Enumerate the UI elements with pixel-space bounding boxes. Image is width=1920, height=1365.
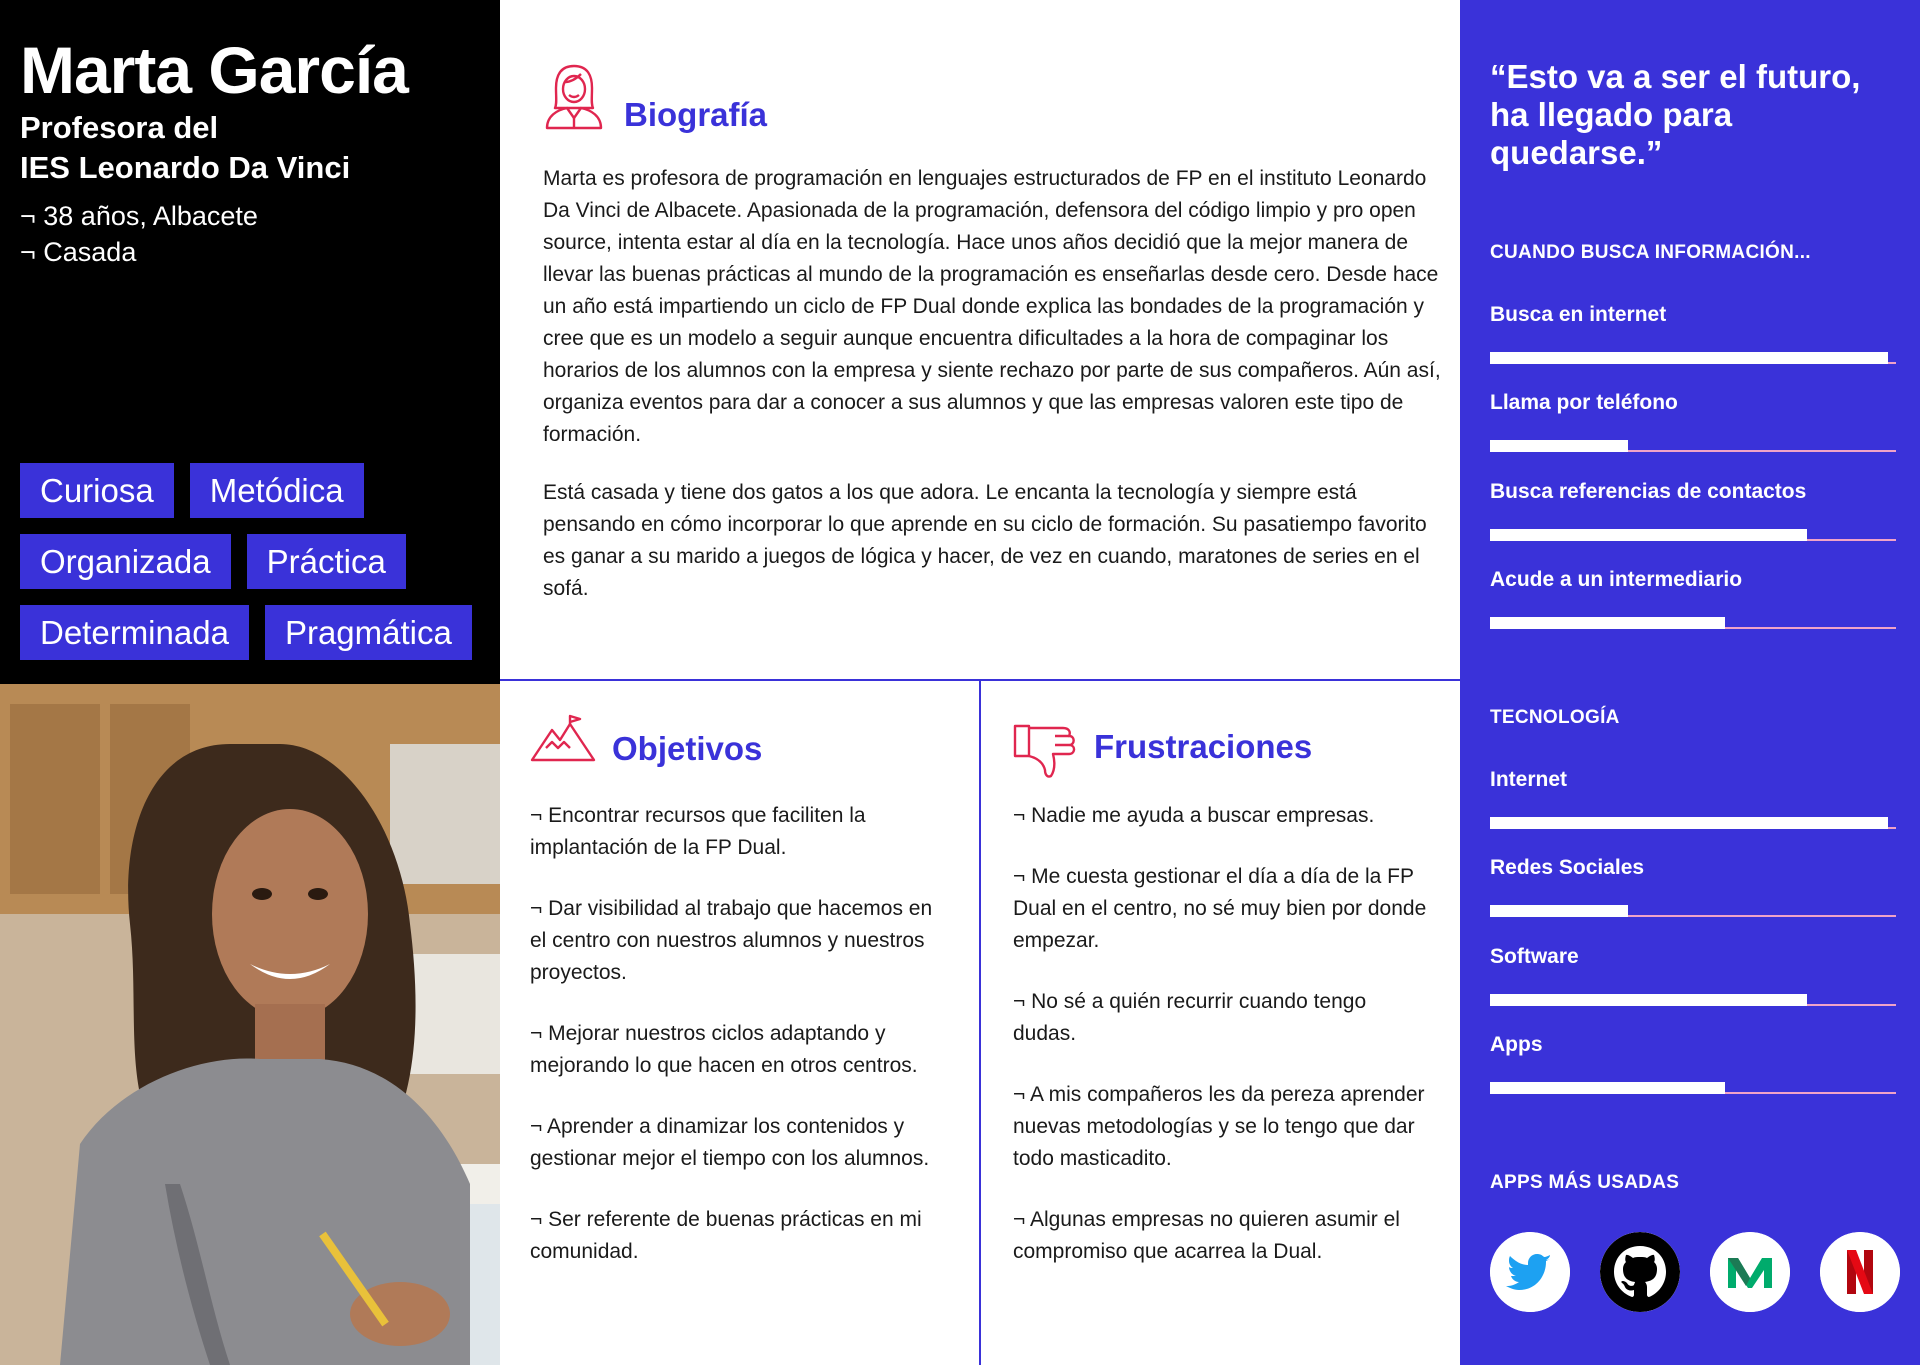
trait-row [20,534,490,589]
level-bar-fill [1490,352,1888,364]
trait-tag: Curiosa [20,463,174,518]
frustrations-list [1013,800,1433,1297]
apps-heading: APPS MÁS USADAS [1490,1172,1680,1193]
trait-tag: Pragmática [265,605,472,660]
technology-item [1490,855,1896,917]
biography-text [543,163,1443,631]
frustration-item: ¬ No sé a quién recurrir cuando tengo dudas. [1013,990,1367,1045]
persona-header [0,0,500,684]
info-search-item [1490,479,1896,541]
frustrations-title: Frustraciones [1094,728,1313,765]
trait-row [20,605,490,660]
frustration-item: ¬ A mis compañeros les da pereza aprender nuevas metodologías y se lo tengo que dar todo masticadito. [1013,1083,1425,1170]
objective-item: ¬ Dar visibilidad al trabajo que hacemos en el centro con nuestros alumnos y nuestros proyectos. [530,897,933,984]
thumbs-down-icon [1013,724,1079,780]
github-icon[interactable] [1600,1232,1680,1312]
info-search-label: Busca en internet [1490,303,1667,326]
level-bar-fill [1490,994,1807,1006]
level-bar [1490,617,1896,629]
technology-item [1490,1032,1896,1094]
frustration-item: ¬ Nadie me ayuda a buscar empresas. [1013,804,1375,827]
persona-name: Marta García [20,33,408,107]
info-search-item [1490,302,1896,364]
trait-tag: Organizada [20,534,231,589]
persona-photo [0,684,500,1365]
technology-label: Redes Sociales [1490,856,1645,879]
persona-role [20,108,350,188]
level-bar [1490,529,1896,541]
netflix-icon[interactable] [1820,1232,1900,1312]
level-bar-fill [1490,440,1628,452]
persona-sidebar [0,0,500,1365]
column-divider [979,680,981,1365]
info-search-label: Acude a un intermediario [1490,568,1743,591]
objectives-list [530,800,950,1297]
biography-title: Biografía [624,96,768,133]
objective-item: ¬ Aprender a dinamizar los contenidos y gestionar mejor el tiempo con los alumnos. [530,1115,930,1170]
trait-tags [20,463,490,676]
role-line-1: Profesora del [20,110,219,145]
medium-icon[interactable] [1710,1232,1790,1312]
level-bar [1490,440,1896,452]
twitter-icon[interactable] [1490,1232,1570,1312]
level-bar-fill [1490,617,1725,629]
technology-item [1490,767,1896,829]
technology-heading: TECNOLOGÍA [1490,707,1620,728]
technology-label: Apps [1490,1033,1543,1056]
objective-item: ¬ Ser referente de buenas prácticas en mi comunidad. [530,1208,922,1263]
info-search-item [1490,390,1896,452]
persona-quote: “Esto va a ser el futuro, ha llegado para quedarse.” [1490,58,1861,171]
level-bar [1490,994,1896,1006]
objectives-title: Objetivos [612,730,763,767]
trait-tag: Práctica [247,534,406,589]
level-bar [1490,1082,1896,1094]
level-bar-fill [1490,817,1888,829]
info-search-heading: CUANDO BUSCA INFORMACIÓN... [1490,242,1811,263]
trait-tag: Metódica [190,463,364,518]
info-panel [1460,0,1920,1365]
technology-label: Software [1490,945,1579,968]
level-bar [1490,352,1896,364]
info-search-label: Llama por teléfono [1490,391,1678,414]
mountain-flag-icon [530,714,596,764]
level-bar-fill [1490,905,1628,917]
trait-tag: Determinada [20,605,249,660]
level-bar-fill [1490,1082,1725,1094]
technology-item [1490,944,1896,1006]
info-search-item [1490,567,1896,629]
technology-label: Internet [1490,768,1568,791]
persona-facts [20,198,258,270]
info-search-label: Busca referencias de contactos [1490,480,1807,503]
biography-paragraph: Está casada y tiene dos gatos a los que adora. Le encanta la tecnología y siempre está pensando en cómo incorporar lo que aprende en su ciclo de formación. Su pasatiempo favorito es ganar a su marido a juegos de lógica y hacer, de vez en cuando, maratones de series en el sofá. [543,481,1427,600]
frustration-item: ¬ Me cuesta gestionar el día a día de la FP Dual en el centro, no sé muy bien por donde empezar. [1013,865,1427,952]
objective-item: ¬ Mejorar nuestros ciclos adaptando y mejorando lo que hacen en otros centros. [530,1022,918,1077]
biography-paragraph: Marta es profesora de programación en lenguajes estructurados de FP en el instituto Leonardo Da Vinci de Albacete. Apasionada de la programación, defensora del código limpio y pro open source, intenta estar al día en la tecnología. Hace unos años decidió que la mejor manera de llevar las buenas prácticas al mundo de la programación es enseñarlas desde cero. Desde hace un año está impartiendo un ciclo de FP Dual donde explica las bondades de la programación y cree que es un modelo a seguir aunque encuentra dificultades a la hora de compaginar los horarios de los alumnos con la empresa y siente rechazo por parte de sus compañeros. Aún así, organiza eventos para dar a conocer a sus alumnos y que las empresas valoren este tipo de formación. [543,167,1441,446]
teacher-icon [543,62,605,130]
trait-row [20,463,490,518]
role-line-2: IES Leonardo Da Vinci [20,150,351,185]
objective-item: ¬ Encontrar recursos que faciliten la implantación de la FP Dual. [530,804,866,859]
level-bar [1490,905,1896,917]
apps-list [1490,1232,1900,1312]
fact-age-city: ¬ 38 años, Albacete [20,201,258,231]
frustration-item: ¬ Algunas empresas no quieren asumir el compromiso que acarrea la Dual. [1013,1208,1400,1263]
fact-marital: ¬ Casada [20,237,137,267]
level-bar [1490,817,1896,829]
level-bar-fill [1490,529,1807,541]
